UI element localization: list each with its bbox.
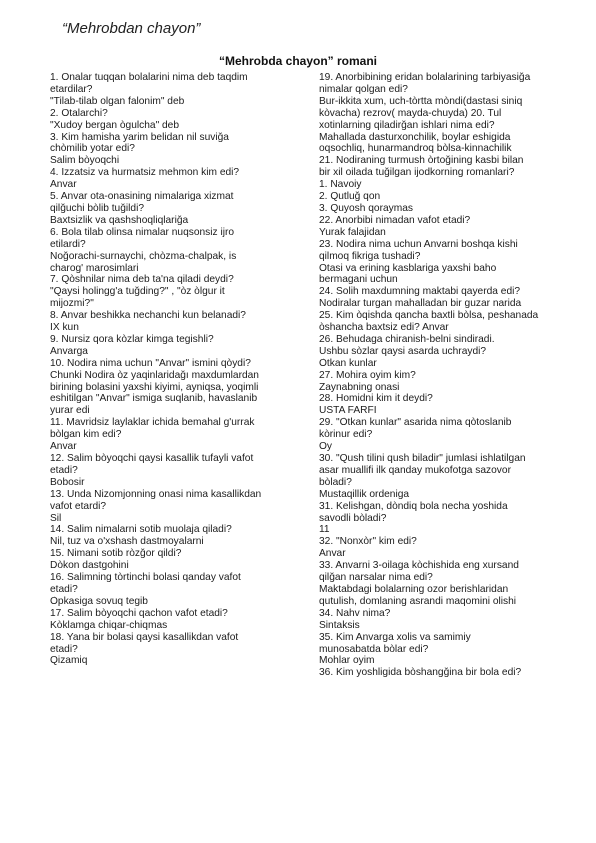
text-line: asar muallifi ilk qanday mukofotga sazovor — [319, 464, 511, 476]
text-line: 36. Kim yoshligida bòshangğina bir bola edi? — [319, 667, 522, 679]
text-line: 29. "Òtkan kunlar" asarida nima qòtoslanib — [319, 417, 512, 429]
text-line: Kòklamga chiqar-chiqmas — [50, 619, 168, 631]
text-line: Mustaqillik ordeniga — [319, 488, 410, 500]
text-line: qilmoq fikriga tushadi? — [319, 250, 421, 262]
left-column — [50, 72, 312, 667]
text-line: Anvarga — [50, 345, 88, 357]
text-line: yurar edi — [50, 405, 90, 417]
text-line: 19. Anorbibining eridan bolalarining tarbiyasiğa — [319, 72, 531, 83]
text-line: 27. Mohira oyim kim? — [319, 369, 416, 381]
page-header-title: “Mehrobdan chayon” — [62, 20, 201, 37]
text-line: 14. Salim nimalarni sotib muolaja qiladi? — [50, 524, 232, 536]
text-line: 33. Anvarni 3-oilaga kòchishida eng xursand — [319, 560, 519, 572]
text-line: 9. Nursiz qora kòzlar kimga tegishli? — [50, 333, 214, 345]
text-line: nimalar qolgan edi? — [319, 83, 408, 95]
text-line: Noğorachi-surnaychi, chòzma-chalpak, is — [50, 250, 237, 262]
text-line: etardilar? — [50, 83, 93, 95]
right-column — [319, 72, 587, 679]
text-line: Chunki Nodira òz yaqinlaridağı maxdumlardan — [50, 369, 259, 381]
text-line: Sintaksis — [319, 619, 360, 631]
text-line: kòvacha) rezrov( mayda-chuyda) 20. Tul — [319, 107, 502, 119]
text-line: 3. Quyosh qoraymas — [319, 202, 413, 214]
text-line: 5. Anvar ota-onasining nimalariga xizmat — [50, 191, 234, 203]
text-line: 2. Qutluğ qon — [319, 191, 381, 203]
text-line: Nil, tuz va o'xshash dastmoyalarni — [50, 536, 204, 548]
text-line: "Qaysi holingg'a tuğding?" , "òz òlgur it — [50, 286, 225, 298]
text-line: etilardi? — [50, 238, 86, 250]
text-line: "Xudoy bergan ògulcha" deb — [50, 119, 180, 131]
text-line: kòrinur edi? — [319, 429, 373, 441]
text-line: etadi? — [50, 583, 78, 595]
text-line: IX kun — [50, 322, 79, 334]
text-line: 1. Onalar tuqqan bolalarini nima deb taqdim — [50, 72, 248, 83]
text-line: bòlgan kim edi? — [50, 429, 122, 441]
text-line: òshancha baxtsiz edi? Anvar — [319, 322, 449, 334]
text-line: Òtkan kunlar — [319, 357, 377, 369]
text-line: Anvar — [50, 441, 77, 453]
text-line: Maktabdagi bolalarning ozor berishlaridan — [319, 583, 509, 595]
text-line: Qizamiq — [50, 655, 88, 667]
text-line: 26. Behudaga chiranish-belni sindiradi. — [319, 333, 495, 345]
text-line: Oy — [319, 441, 333, 453]
text-line: 28. Homidni kim it deydi? — [319, 393, 433, 405]
text-line: "Tilab-tilab olgan falonim" deb — [50, 95, 185, 107]
text-line: 23. Nodira nima uchun Anvarni boshqa kishi — [319, 238, 518, 250]
text-line: mijozmi?" — [50, 298, 94, 310]
text-line: Otasi va erining kasblariga yaxshi baho — [319, 262, 497, 274]
text-line: Yurak falajidan — [319, 226, 386, 238]
text-line: 18. Yana bir bolasi qaysi kasallikdan vafot — [50, 631, 239, 643]
text-line: Dòkon dastgohini — [50, 560, 129, 572]
text-line: charog' marosimlari — [50, 262, 139, 274]
text-line: 17. Salim bòyoqchi qachon vafot etadi? — [50, 607, 228, 619]
text-line: 11. Mavridsiz laylaklar ichida bemahal g'urrak — [50, 417, 255, 429]
text-line: 31. Kelishgan, dòndiq bola necha yoshida — [319, 500, 508, 512]
text-line: Anvar — [319, 548, 346, 560]
text-line: qilğuchi bòlib tuğildi? — [50, 202, 145, 214]
text-line: 22. Anorbibi nimadan vafot etadi? — [319, 214, 471, 226]
text-line: Sil — [50, 512, 62, 524]
text-line: xotinlarning qiladirğan ishlari nima edi? — [319, 119, 495, 131]
text-line: 8. Anvar beshikka nechanchi kun belanadi? — [50, 310, 246, 322]
text-line: Nodiralar turgan mahalladan bir guzar narida — [319, 298, 522, 310]
text-line: 34. Nahv nima? — [319, 607, 391, 619]
text-line: savodli bòladi? — [319, 512, 387, 524]
text-line: bir xil oilada tuğilgan ijodkorning romanlari? — [319, 167, 515, 179]
text-line: 12. Salim bòyoqchi qaysi kasallik tufayli vafot — [50, 453, 254, 464]
text-line: Zaynabning onasi — [319, 381, 400, 393]
text-line: vafot etardi? — [50, 500, 107, 512]
text-line: 10. Nodira nima uchun "Anvar" ismini qòydi? — [50, 357, 251, 369]
text-line: etadi? — [50, 464, 78, 476]
text-line: etadi? — [50, 643, 78, 655]
text-line: 1. Navoiy — [319, 179, 362, 191]
text-line: 32. "Nonxòr" kim edi? — [319, 536, 417, 548]
text-line: bermagani uchun — [319, 274, 398, 286]
text-line: Ushbu sòzlar qaysi asarda uchraydi? — [319, 345, 487, 357]
text-line: 11 — [319, 524, 330, 536]
text-line: 4. Izzatsiz va hurmatsiz mehmon kim edi? — [50, 167, 240, 179]
document-title: “Mehrobda chayon” romani — [218, 54, 378, 68]
text-line: Anvar — [50, 179, 77, 191]
text-line: oqsochliq, hunarmandroq bòlsa-kinnachilik — [319, 143, 512, 155]
text-line: 25. Kim òqishda qancha baxtli bòlsa, peshanada — [319, 310, 539, 322]
text-line: Bur-ikkita xum, uch-tòrtta mòndi(dastasi siniq — [319, 95, 523, 107]
text-line: birining bolasini yaxshi kiyimi, ayniqsa, yoqimli — [50, 381, 259, 393]
text-line: Salim bòyoqchi — [50, 155, 120, 167]
text-line: qilğan narsalar nima edi? — [319, 572, 433, 584]
text-line: eshitilgan "Anvar" ismiga suqlanib, havaslanib — [50, 393, 258, 405]
text-line: Bobosir — [50, 476, 85, 488]
text-line: 21. Nodiraning turmush òrtoğining kasbi bilan — [319, 155, 524, 167]
text-line: 7. Qòshnilar nima deb ta'na qiladi deydi? — [50, 274, 234, 286]
text-line: Òpkasiga sovuq tegib — [50, 595, 148, 607]
text-line: 30. "Qush tilini qush biladir" jumlasi ishlatilgan — [319, 453, 526, 464]
text-line: 16. Salimning tòrtinchi bolasi qanday vafot — [50, 572, 241, 584]
text-line: chòmilib yotar edi? — [50, 143, 135, 155]
text-line: 2. Otalarchi? — [50, 107, 108, 119]
text-line: bòladi? — [319, 476, 352, 488]
text-line: qutulish, domlaning asrandi maqomini olishi — [319, 595, 517, 607]
text-line: Mohlar oyim — [319, 655, 375, 667]
text-line: munosabatda bòlar edi? — [319, 643, 429, 655]
text-line: Baxtsizlik va qashshoqliqlariğa — [50, 214, 189, 226]
text-line: Mahallada dasturxonchilik, boylar eshigida — [319, 131, 511, 143]
text-line: 15. Nimani sotib ròzğor qildi? — [50, 548, 182, 560]
text-line: 6. Bola tilab olinsa nimalar nuqsonsiz ijro — [50, 226, 235, 238]
text-line: 3. Kim hamisha yarim belidan nil suviğa — [50, 131, 229, 143]
text-line: 35. Kim Anvarga xolis va samimiy — [319, 631, 471, 643]
text-line: 24. Solih maxdumning maktabi qayerda edi? — [319, 286, 521, 298]
text-line: 13. Unda Nizomjonning onasi nima kasallikdan — [50, 488, 262, 500]
text-line: USTA FARFI — [319, 405, 377, 417]
